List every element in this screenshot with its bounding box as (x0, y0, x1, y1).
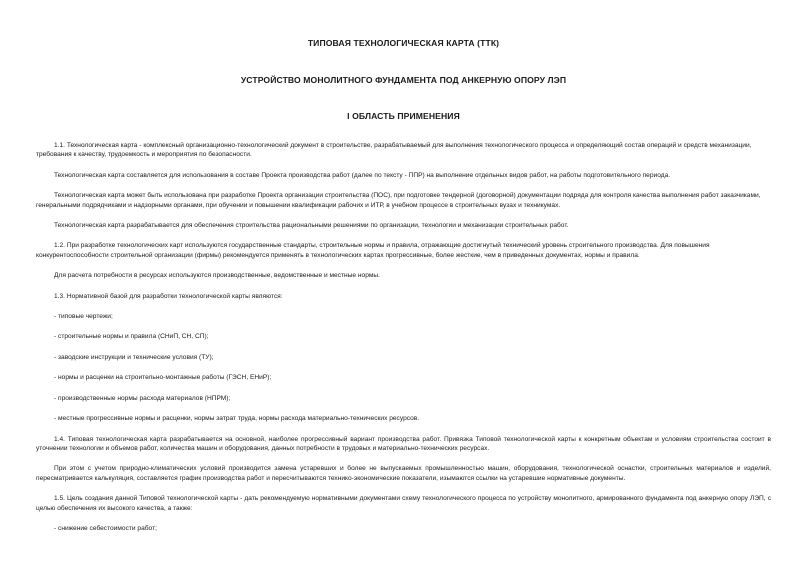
list-item: - строительные нормы и правила (СНиП, СН, СП); (54, 333, 209, 341)
paragraph: 1.2. При разработке технологических карт используются государственные стандарты, строительные нормы и правила, отражающие достигнутый технический уровень строительного производства. Для повышения конкурентоспособности строительной организации (фирмы) рекомендуется применять в технологических картах прогрессивные, более жесткие, чем в приведенных документах, нормы и правила. (36, 242, 710, 259)
paragraph: Для расчета потребности в ресурсах используются производственные, ведомственные и местные нормы. (54, 272, 380, 280)
paragraph: Технологическая карта составляется для использования в составе Проекта производства работ (далее по тексту - ППР) на выполнение отдельных видов работ, на работы подготовительного периода. (54, 171, 671, 179)
paragraph: 1.4. Типовая технологическая карта разрабатывается на основной, наиболее прогрессивный вариант производства работ. Привязка Типовой технологической карты к конкретным объектам и условиям строительства состоит в уточнении технологии и объемов работ, количества машин и оборудования, данных потребности в трудовых и материально-технических ресурсах. (36, 435, 771, 452)
document-subtitle: УСТРОЙСТВО МОНОЛИТНОГО ФУНДАМЕНТА ПОД АНКЕРНУЮ ОПОРУ ЛЭП (240, 75, 567, 85)
paragraph: Технологическая карта может быть использована при разработке Проекта организации строительства (ПОС), при подготовке тендерной (договорной) документации подряда для контроля качества выполнения работ заказчиками, генеральными подрядчиками и надзорными органами, при обучении и повышении квалификации рабочих и ИТР, в учебном процессе в строительных вузах и техникумах. (36, 192, 761, 209)
paragraph: Технологическая карта разрабатывается для обеспечения строительства рациональными решениями по организации, технологии и механизации строительных работ. (54, 222, 569, 230)
list-item: - нормы и расценки на строительно-монтажные работы (ГЭСН, ЕНиР); (54, 374, 272, 382)
paragraph: 1.3. Нормативной базой для разработки технологической карты являются: (54, 292, 283, 300)
list-item: - снижение себестоимости работ; (54, 524, 157, 532)
list-item: - производственные нормы расхода материалов (НПРМ); (54, 394, 231, 402)
paragraph: 1.5. Цель создания данной Типовой технологической карты - дать рекомендуемую нормативными документами схему технологического процесса по устройству монолитного, армированного фундамента под анкерную опору ЛЭП, с целью обеспечения их высокого качества, а также: (36, 495, 771, 512)
paragraph: При этом с учетом природно-климатических условий производится замена устаревших и более не выпускаемых промышленностью машин, оборудования, технологической оснастки, строительных материалов и изделий, пересматривается калькуляция, составляется график производства работ и пересчитываются технико-экономические показатели, изымаются ссылки на устаревшие нормативные документы. (36, 465, 771, 482)
list-item: - заводские инструкции и технические условия (ТУ); (54, 353, 214, 361)
document-title: ТИПОВАЯ ТЕХНОЛОГИЧЕСКАЯ КАРТА (ТТК) (307, 38, 500, 48)
section-heading: I ОБЛАСТЬ ПРИМЕНЕНИЯ (347, 111, 460, 121)
paragraph: 1.1. Технологическая карта - комплексный организационно-технологический документ в строительстве, разрабатываемый для выполнения технологического процесса и определяющий состав операций и средств механизации, требования к качеству, трудоемкость и мероприятия по безопасности. (36, 142, 752, 159)
list-item: - местные прогрессивные нормы и расценки, нормы затрат труда, нормы расхода материально-технических ресурсов. (54, 415, 420, 423)
list-item: - типовые чертежи; (54, 313, 113, 321)
